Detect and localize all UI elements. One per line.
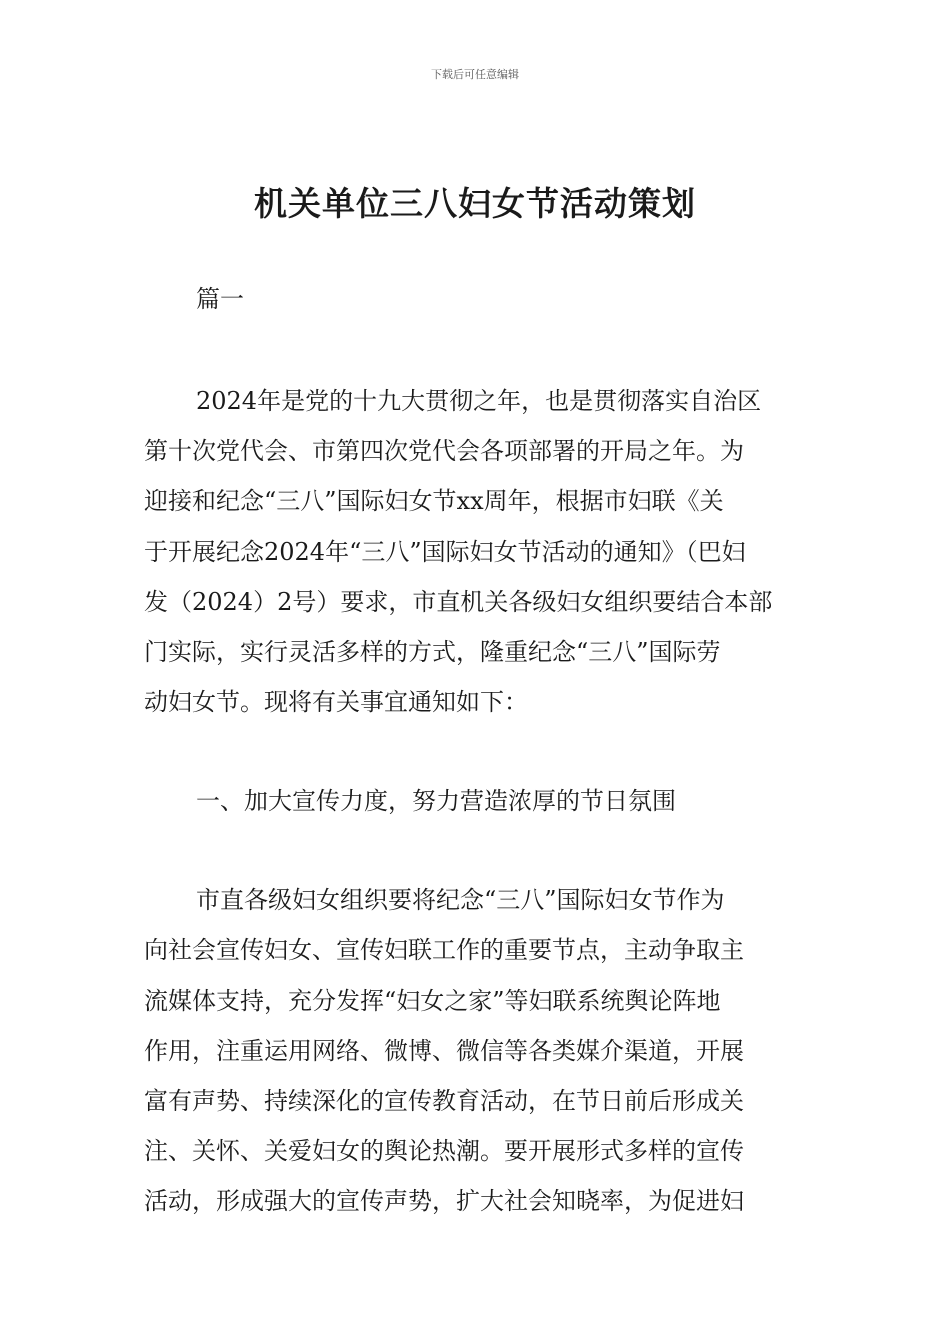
paragraph-line: 活动，形成强大的宣传声势，扩大社会知晓率，为促进妇 <box>144 1187 744 1215</box>
paragraph-line: 流媒体支持，充分发挥“妇女之家”等妇联系统舆论阵地 <box>144 987 721 1015</box>
paragraph-line: 迎接和纪念“三八”国际妇女节xx周年，根据市妇联《关 <box>144 487 724 515</box>
paragraph-line: 富有声势、持续深化的宣传教育活动，在节日前后形成关 <box>144 1087 744 1115</box>
section-label: 篇一 <box>196 285 244 313</box>
section-heading: 一、加大宣传力度，努力营造浓厚的节日氛围 <box>196 787 676 815</box>
paragraph-line: 第十次党代会、市第四次党代会各项部署的开局之年。为 <box>144 437 744 465</box>
paragraph-line: 市直各级妇女组织要将纪念“三八”国际妇女节作为 <box>196 886 725 914</box>
paragraph-line: 于开展纪念2024年“三八”国际妇女节活动的通知》（巴妇 <box>144 538 746 566</box>
page-header-note: 下载后可任意编辑 <box>431 68 519 81</box>
document-title: 机关单位三八妇女节活动策划 <box>254 184 696 223</box>
paragraph-line: 动妇女节。现将有关事宜通知如下： <box>144 688 528 716</box>
paragraph-line: 发（2024）2号）要求，市直机关各级妇女组织要结合本部 <box>144 588 773 616</box>
paragraph-line: 向社会宣传妇女、宣传妇联工作的重要节点，主动争取主 <box>144 936 744 964</box>
paragraph-line: 注、关怀、关爱妇女的舆论热潮。要开展形式多样的宣传 <box>144 1137 744 1165</box>
paragraph-line: 作用，注重运用网络、微博、微信等各类媒介渠道，开展 <box>144 1037 744 1065</box>
paragraph-line: 门实际，实行灵活多样的方式，隆重纪念“三八”国际劳 <box>144 638 721 666</box>
paragraph-line: 2024年是党的十九大贯彻之年，也是贯彻落实自治区 <box>196 387 762 415</box>
